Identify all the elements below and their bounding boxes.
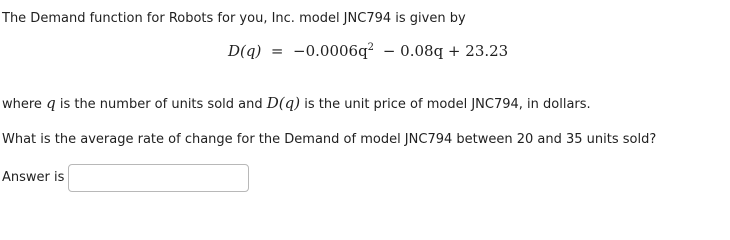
where-prefix: where (2, 97, 42, 112)
variable-dq: D(q) (266, 94, 301, 112)
variable-definition (2, 95, 591, 113)
question-text: What is the average rate of change for the Demand of model JNC794 between 20 and 35 units sold? (2, 132, 657, 147)
answer-label: Answer is (2, 170, 65, 185)
demand-equation (228, 38, 508, 61)
equation-term1: −0.0006q (293, 42, 368, 60)
where-mid: is the number of units sold and (59, 97, 263, 112)
equation-lhs: D(q) (228, 42, 262, 60)
where-suffix: is the unit price of model JNC794, in dollars. (304, 97, 591, 112)
equation-rest: − 0.08q + 23.23 (382, 42, 509, 60)
equals-sign: = (266, 42, 289, 60)
answer-row (2, 164, 249, 192)
problem-intro: The Demand function for Robots for you, Inc. model JNC794 is given by (2, 11, 466, 26)
answer-input[interactable] (68, 164, 249, 192)
variable-q: q (46, 94, 56, 112)
equation-exponent: 2 (367, 42, 375, 53)
